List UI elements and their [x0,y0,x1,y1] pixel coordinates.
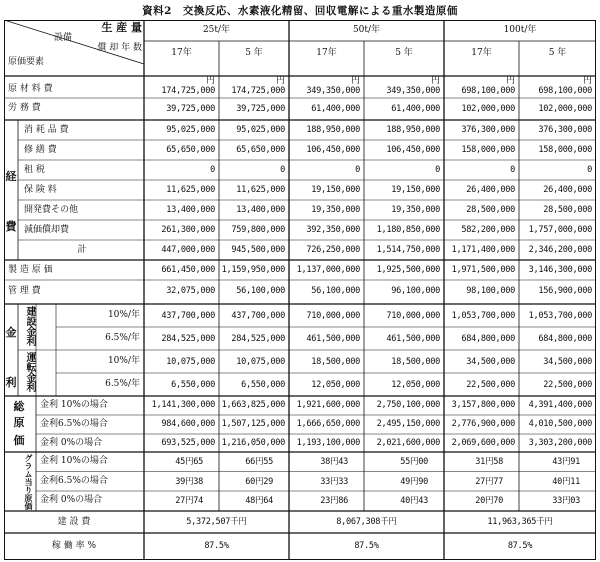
labor-value: 61,400,000 [391,104,440,114]
years-col-3: 5 年 [395,48,413,58]
years-col-2: 17年 [316,48,337,58]
total-value: 3,303,200,000 [528,438,592,448]
expense-value: 65,650,000 [166,145,215,155]
labor-value: 39,725,000 [166,104,215,114]
per-gram-case-label: 金利 0%の場合 [40,495,103,505]
expense-label: 減価償却費 [24,225,70,235]
per-gram-label: グラム当り原価 [24,454,34,510]
total-case-label: 金利 10%の場合 [40,400,108,410]
per-gram-case-label: 金利6.5%の場合 [40,475,108,486]
expense-value: 0 [355,165,360,175]
interest-rate: 10%/年 [107,310,140,320]
management-value: 32,075,000 [166,286,215,296]
interest-value: 710,000,000 [306,311,360,321]
expense-value: 392,350,000 [306,225,360,235]
unit-col-1: 円 [275,76,285,86]
row-label-labor: 労 務 費 [8,103,41,113]
management-value: 56,100,000 [311,286,360,296]
per-gram-value: 23円86 [320,496,348,506]
expense-value: 2,346,200,000 [528,245,592,255]
mfg-value: 661,450,000 [161,265,215,275]
unit-col-0: 円 [205,76,215,86]
per-gram-value: 66円55 [245,457,273,467]
interest-rate: 10%/年 [107,356,140,366]
expense-group-top: 経 [5,170,17,183]
total-value: 1,216,050,000 [221,438,285,448]
interest-value: 10,075,000 [166,357,215,367]
interest-value: 22,500,000 [543,380,592,390]
unit-col-3: 円 [430,76,440,86]
mfg-value: 1,925,500,000 [376,265,440,275]
total-label-top: 総 [13,400,25,413]
expense-label: 保 険 料 [24,185,57,195]
per-gram-value: 60円29 [245,476,273,487]
interest-value: 34,500,000 [543,357,592,367]
mfg-value: 1,159,950,000 [221,265,285,275]
total-value: 3,157,800,000 [451,400,515,410]
labor-value: 61,400,000 [311,104,360,114]
per-gram-value: 33円33 [320,476,348,487]
expense-value: 106,450,000 [306,145,360,155]
years-col-4: 17年 [471,48,492,58]
expense-value: 726,250,000 [306,245,360,255]
interest-value: 12,050,000 [391,380,440,390]
construction-value: 8,067,308千円 [336,517,397,527]
expense-value: 0 [435,165,440,175]
operation-value: 87.5% [204,541,229,551]
expense-value: 28,500,000 [543,205,592,215]
interest-rate: 6.5%/年 [105,379,140,389]
expense-value: 759,800,000 [231,225,285,235]
material-value: 349,350,000 [306,86,360,96]
interest-value: 34,500,000 [466,357,515,367]
labor-value: 102,000,000 [538,104,592,114]
operation-value: 87.5% [354,541,379,551]
total-value: 693,525,000 [161,438,215,448]
expense-value: 447,000,000 [161,245,215,255]
expense-value: 158,000,000 [538,145,592,155]
interest-top: 金 [5,326,17,339]
interest-value: 710,000,000 [386,311,440,321]
document-title: 資料2 交換反応、水素液化精留、回収電解による重水製造原価 [142,5,458,17]
expense-label: 開発費その他 [24,205,79,215]
expense-value: 582,200,000 [461,225,515,235]
interest-value: 437,700,000 [161,311,215,321]
years-label: 償 却 年 数 [97,43,142,53]
expense-value: 19,150,000 [311,185,360,195]
row-label-construction: 建 設 費 [57,517,91,527]
expense-label: 消 耗 品 費 [24,125,69,135]
total-value: 1,921,600,000 [296,400,360,410]
per-gram-value: 20円70 [475,496,503,506]
cost-element-label: 原価要素 [8,57,45,67]
total-label-mid: 原 [13,416,25,429]
per-gram-value: 27円77 [475,476,503,487]
per-gram-value: 40円43 [400,496,428,506]
total-value: 984,600,000 [161,419,215,429]
expense-value: 188,950,000 [386,125,440,135]
total-value: 2,776,900,000 [451,419,515,429]
expense-value: 95,025,000 [236,125,285,135]
expense-value: 13,400,000 [166,205,215,215]
expense-label: 修 繕 費 [24,145,57,155]
material-value: 698,100,000 [461,86,515,96]
expense-value: 106,450,000 [386,145,440,155]
material-value: 349,350,000 [386,86,440,96]
per-gram-value: 45円65 [175,457,203,467]
expense-value: 95,025,000 [166,125,215,135]
interest-value: 461,500,000 [386,334,440,344]
interest-bottom: 利 [5,376,17,389]
per-gram-value: 33円03 [552,496,580,506]
interest-value: 12,050,000 [311,380,360,390]
total-value: 2,750,100,000 [376,400,440,410]
expense-value: 11,625,000 [236,185,285,195]
expense-value: 1,757,000,000 [528,225,592,235]
per-gram-value: 38円43 [320,457,348,467]
operation-value: 87.5% [507,541,533,551]
material-value: 174,725,000 [161,86,215,96]
capacity-group-2: 100t/年 [503,25,537,35]
construction-value: 5,372,507千円 [186,517,247,527]
management-value: 96,100,000 [391,286,440,296]
construction-value: 11,963,365千円 [487,517,553,527]
interest-value: 1,053,700,000 [528,311,592,321]
mfg-value: 1,137,000,000 [296,265,360,275]
expense-value: 261,300,000 [161,225,215,235]
expense-value: 0 [210,165,215,175]
total-value: 2,495,150,000 [376,419,440,429]
expense-value: 19,350,000 [311,205,360,215]
management-value: 98,100,000 [466,286,515,296]
expense-value: 0 [280,165,285,175]
total-value: 2,069,600,000 [451,438,515,448]
total-value: 1,193,100,000 [296,438,360,448]
material-value: 698,100,000 [538,86,592,96]
per-gram-value: 39円38 [175,476,203,487]
interest-value: 684,800,000 [538,334,592,344]
total-value: 1,507,125,000 [221,419,285,429]
mfg-value: 3,146,300,000 [528,265,592,275]
expense-value: 1,514,750,000 [376,245,440,255]
interest-value: 22,500,000 [466,380,515,390]
expense-label: 租 税 [24,165,45,175]
expense-group-bottom: 費 [5,220,17,233]
management-value: 56,100,000 [236,286,285,296]
interest-value: 18,500,000 [311,357,360,367]
total-value: 4,010,500,000 [528,419,592,429]
expense-value: 1,171,400,000 [451,245,515,255]
expense-value: 65,650,000 [236,145,285,155]
row-label-material: 原 材 料 費 [8,84,53,94]
per-gram-value: 31円58 [475,457,503,467]
total-value: 2,021,600,000 [376,438,440,448]
interest-value: 284,525,000 [161,334,215,344]
unit-col-5: 円 [582,76,592,86]
expense-label: 計 [77,245,87,255]
mfg-value: 1,971,500,000 [451,265,515,275]
total-value: 4,391,400,000 [528,400,592,410]
interest-value: 684,800,000 [461,334,515,344]
per-gram-value: 49円90 [400,476,428,487]
interest-value: 461,500,000 [306,334,360,344]
years-col-1: 5 年 [245,48,263,58]
interest-value: 284,525,000 [231,334,285,344]
expense-value: 158,000,000 [461,145,515,155]
unit-col-4: 円 [505,76,515,86]
row-label-mfg: 製 造 原 価 [8,265,53,275]
total-case-label: 金利 0%の場合 [40,438,103,448]
interest-rate: 6.5%/年 [105,333,140,343]
equipment-label: 設備 [54,33,73,43]
construction-interest-label: 建設金利 [24,306,35,346]
total-label-bottom: 価 [13,434,25,447]
expense-value: 945,500,000 [231,245,285,255]
capacity-group-1: 50t/年 [352,25,381,35]
per-gram-value: 40円11 [552,476,580,487]
expense-value: 26,400,000 [466,185,515,195]
expense-value: 376,300,000 [461,125,515,135]
expense-value: 1,180,850,000 [376,225,440,235]
years-col-0: 17年 [171,48,192,58]
per-gram-value: 43円91 [552,457,580,467]
per-gram-case-label: 金利 10%の場合 [40,456,108,466]
management-value: 156,900,000 [538,286,592,296]
expense-value: 19,350,000 [391,205,440,215]
unit-col-2: 円 [350,76,360,86]
expense-value: 26,400,000 [543,185,592,195]
expense-value: 376,300,000 [538,125,592,135]
capacity-group-0: 25t/年 [202,25,231,35]
expense-value: 0 [510,165,515,175]
row-label-operation: 稼 働 率 % [51,541,97,551]
total-case-label: 金利6.5%の場合 [40,419,108,429]
expense-value: 19,150,000 [391,185,440,195]
material-value: 174,725,000 [231,86,285,96]
expense-value: 11,625,000 [166,185,215,195]
expense-value: 13,400,000 [236,205,285,215]
row-label-management: 管 理 費 [8,286,41,296]
total-value: 1,663,825,000 [221,400,285,410]
total-value: 1,666,650,000 [296,419,360,429]
labor-value: 102,000,000 [461,104,515,114]
per-gram-value: 48円64 [245,496,273,506]
years-col-5: 5 年 [548,48,567,58]
interest-value: 6,550,000 [171,380,215,390]
per-gram-value: 27円74 [175,496,203,506]
interest-value: 10,075,000 [236,357,285,367]
interest-value: 1,053,700,000 [451,311,515,321]
interest-value: 18,500,000 [391,357,440,367]
expense-value: 188,950,000 [306,125,360,135]
total-value: 1,141,300,000 [151,400,215,410]
operating-interest-label: 運転金利 [24,352,35,392]
interest-value: 6,550,000 [241,380,285,390]
per-gram-value: 55円00 [400,457,428,467]
capacity-label: 生 産 量 [101,21,142,34]
labor-value: 39,725,000 [236,104,285,114]
expense-value: 0 [587,165,592,175]
expense-value: 28,500,000 [466,205,515,215]
interest-value: 437,700,000 [231,311,285,321]
